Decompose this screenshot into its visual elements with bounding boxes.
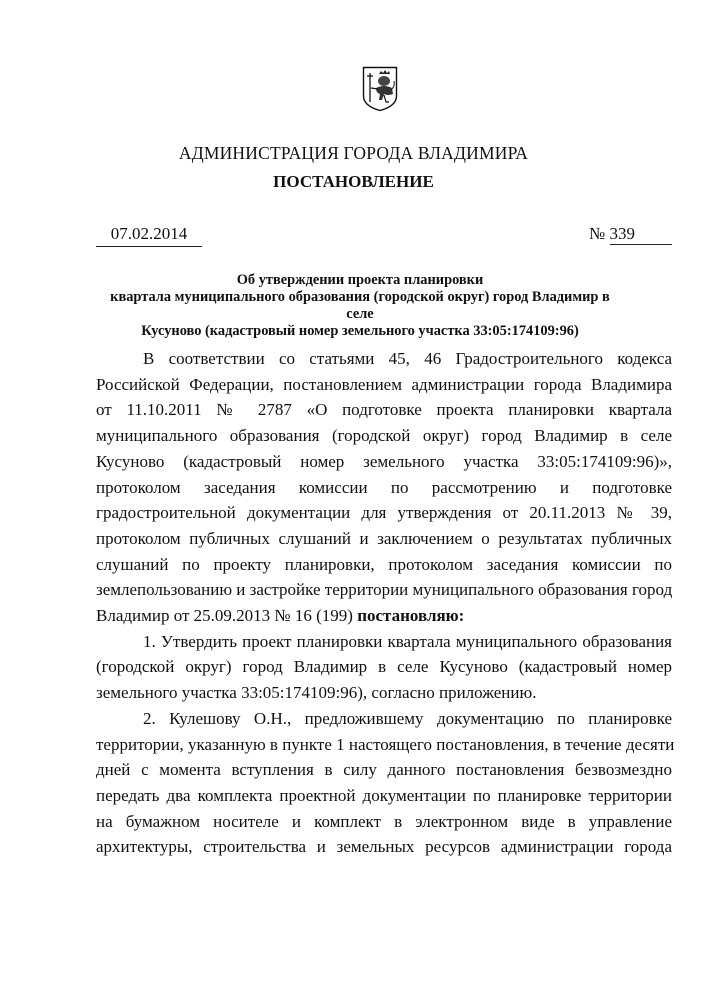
text-line: градостроительной документации для утверждения от 20.11.2013 № 39, (96, 503, 672, 523)
text-line: Российской Федерации, постановлением администрации города Владимира (96, 374, 672, 394)
text-line: дней с момента вступления в силу данного постановления безвозмездно (96, 760, 672, 780)
text-line: 1. Утвердить проект планировки квартала муниципального образования (143, 631, 672, 651)
text-line: архитектуры, строительства и земельных ресурсов администрации города (96, 837, 672, 857)
text-line: на бумажном носителе и комплект в электронном виде в управление (96, 811, 672, 831)
document-number: № 339 (589, 224, 635, 243)
text-line: муниципального образования (городской округ) город Владимир в селе (96, 426, 672, 446)
subject-line: квартала муниципального образования (городской округ) город Владимир в селе (110, 289, 610, 322)
text-line: слушаний по проекту планировки, протоколом заседания комиссии по (96, 554, 672, 574)
coat-of-arms-emblem (362, 66, 398, 112)
resolve-word: постановляю: (357, 606, 465, 626)
document-body (96, 346, 675, 860)
text-line: Кусуново (кадастровый номер земельного участка 33:05:174109:96)», (96, 451, 672, 471)
text-line: протоколом публичных слушаний и заключением о результатах публичных (96, 528, 672, 548)
organization-name: АДМИНИСТРАЦИЯ ГОРОДА ВЛАДИМИРА (178, 143, 529, 163)
text-line: В соответствии со статьями 45, 46 Градостроительного кодекса (143, 349, 672, 368)
item-2-paragraph (96, 706, 675, 860)
document-type: ПОСТАНОВЛЕНИЕ (273, 172, 434, 191)
number-underline (610, 244, 672, 245)
text-line: протоколом заседания комиссии по рассмотрению и подготовке (96, 477, 672, 497)
text-line (96, 603, 672, 629)
text-line: землепользованию и застройке территории муниципального образования город (96, 580, 673, 600)
preamble-paragraph (96, 346, 672, 629)
text-line: передать два комплекта проектной документации по планировке территории (96, 785, 672, 805)
subject-line: Кусуново (кадастровый номер земельного участка 33:05:174109:96) (141, 323, 579, 339)
subject-line: Об утверждении проекта планировки (236, 272, 484, 288)
text-line-part: Владимир от 25.09.2013 № 16 (199) (96, 606, 358, 626)
document-subject (100, 272, 620, 340)
text-line: 2. Кулешову О.Н., предложившему документацию по планировке (143, 708, 672, 728)
document-date: 07.02.2014 (96, 224, 202, 247)
text-line: земельного участка 33:05:174109:96), согласно приложению. (96, 683, 537, 703)
text-line: (городской округ) город Владимир в селе Кусуново (кадастровый номер (96, 657, 672, 677)
item-1-paragraph (96, 629, 672, 706)
text-line: территории, указанную в пункте 1 настоящего постановления, в течение десяти (96, 734, 675, 754)
text-line: от 11.10.2011 № 2787 «О подготовке проекта планировки квартала (96, 400, 672, 420)
